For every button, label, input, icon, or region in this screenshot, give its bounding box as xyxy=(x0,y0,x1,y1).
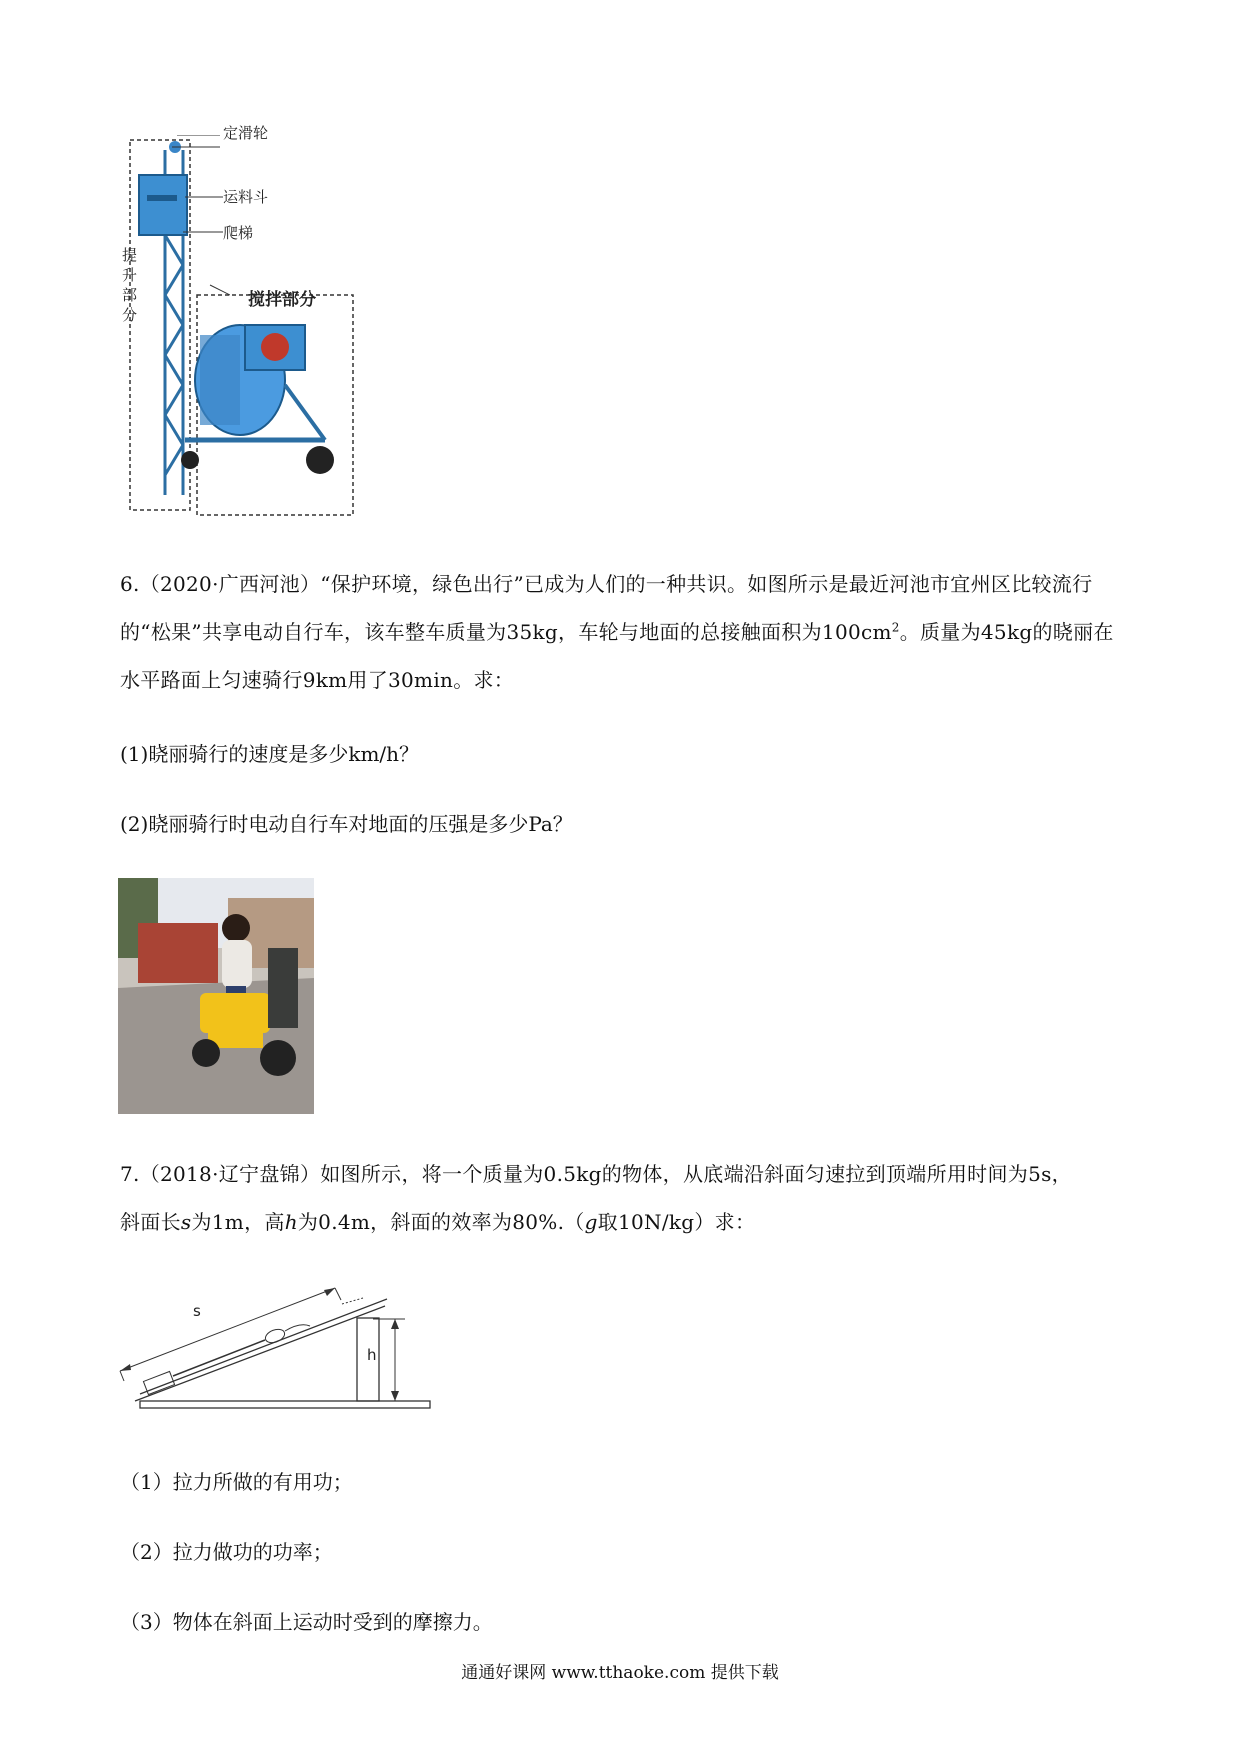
q6-text-2: 。质量为45kg的晓丽在水平路面上匀速骑行9km用了30min。求： xyxy=(120,620,1114,692)
q7-sub3: （3）物体在斜面上运动时受到的摩擦力。 xyxy=(120,1610,493,1634)
incline-figure xyxy=(115,1268,445,1423)
label-lift-part-2: 升 xyxy=(122,266,138,284)
q6-number: 6. xyxy=(120,572,140,596)
label-lift-part-1: 提 xyxy=(122,246,138,264)
q7-number: 7. xyxy=(120,1162,140,1186)
q7-sub2: （2）拉力做功的功率； xyxy=(120,1540,333,1564)
label-lift-part-3: 部 xyxy=(122,286,138,304)
ebike-photo xyxy=(118,878,314,1114)
q7-text-2c: 为0.4m，斜面的效率为80%.（ xyxy=(297,1210,585,1234)
footer: 通通好课网 www.tthaoke.com 提供下载 xyxy=(461,1663,779,1683)
q6-sub2: (2)晓丽骑行时电动自行车对地面的压强是多少Pa？ xyxy=(120,812,573,836)
label-s: s xyxy=(193,1302,201,1320)
q7-var-s: s xyxy=(180,1210,192,1234)
q7-var-g: g xyxy=(584,1210,598,1234)
wheel-right xyxy=(306,446,334,474)
q7-source: （2018·辽宁盘锦） xyxy=(139,1162,321,1186)
q7-sub1: （1）拉力所做的有用功； xyxy=(120,1470,353,1494)
q6-source: （2020·广西河池） xyxy=(139,572,321,596)
label-mix-part: 搅拌部分 xyxy=(248,290,316,310)
wheel-left xyxy=(181,451,199,469)
q7-stem xyxy=(120,1150,1130,1246)
label-ladder: 爬梯 xyxy=(223,224,254,242)
q7-text-2a: 斜面长 xyxy=(120,1210,181,1234)
label-bucket: 运料斗 xyxy=(223,188,269,206)
label-lift-part-4: 分 xyxy=(122,306,138,324)
q6-text-1: “保护环境，绿色出行”已成为人们的一种共识。如图所示是最近河池市宜州区比较流行的“松果”共享电动自行车，该车整车质量为35kg，车轮与地面的总接触面积为100cm xyxy=(120,572,1093,644)
q7-text-2b: 为1m，高 xyxy=(191,1210,285,1234)
q6-sup: 2 xyxy=(891,620,900,635)
q7-var-h: h xyxy=(284,1210,298,1234)
q7-text-1: 如图所示，将一个质量为0.5kg的物体，从底端沿斜面匀速拉到顶端所用时间为5s， xyxy=(320,1162,1072,1186)
label-pulley: 定滑轮 xyxy=(223,124,269,142)
q6-stem xyxy=(120,560,1130,704)
ground xyxy=(140,1401,430,1408)
q7-text-2d: 取10N/kg）求： xyxy=(597,1210,756,1234)
label-h: h xyxy=(367,1346,377,1364)
mixer-labels xyxy=(120,120,380,380)
q6-sub1: (1)晓丽骑行的速度是多少km/h？ xyxy=(120,742,420,766)
